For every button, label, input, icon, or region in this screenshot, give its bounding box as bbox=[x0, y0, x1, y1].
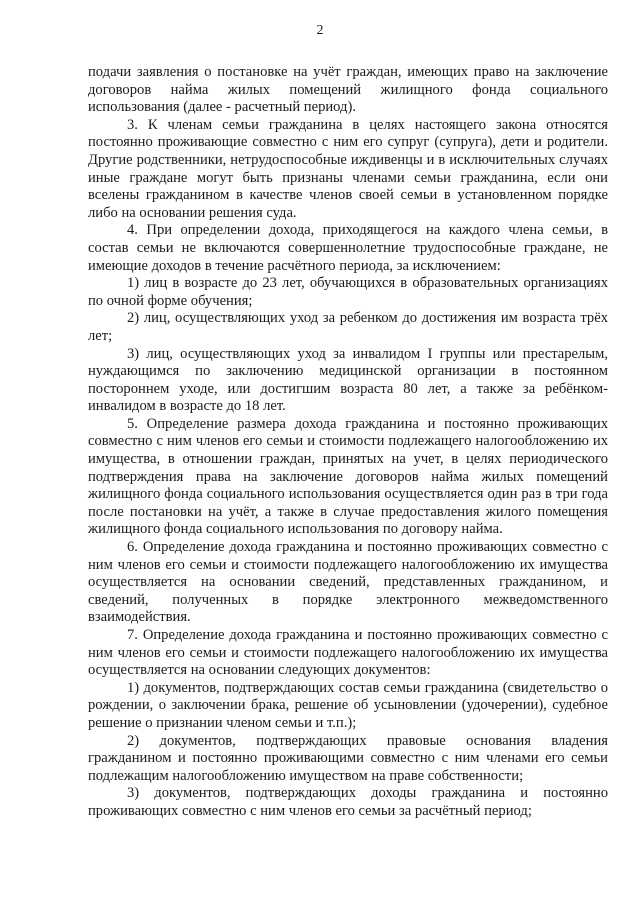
page-number: 2 bbox=[316, 23, 324, 38]
list-item: 2) документов, подтверждающих правовые основания владения гражданином и постоянно проживающими совместно с ним членами его семьи подлежащим налогообложению имуществом на праве собственности; bbox=[88, 732, 608, 784]
paragraph: 6. Определение дохода гражданина и постоянно проживающих совместно с ним членов его семьи и стоимости подлежащего налогообложению их имущества осуществляется на основании сведений, представленных гражданином, и сведений, полученных в порядке электронного межведомственного взаимодействия. bbox=[88, 539, 608, 626]
paragraph: подачи заявления о постановке на учёт граждан, имеющих право на заключение договоров найма жилых помещений жилищного фонда социального использования (далее - расчетный период). bbox=[88, 64, 608, 116]
list-item: 3) лиц, осуществляющих уход за инвалидом I группы или престарелым, нуждающимся по заключению медицинской организации в постоянном постороннем уходе, или достигшим возраста 80 лет, а также за ребёнком-инвалидом в возрасте до 18 лет. bbox=[88, 345, 608, 415]
list-item: 1) документов, подтверждающих состав семьи гражданина (свидетельство о рождении, о заключении брака, решение об усыновлении (удочерении), судебное решение о признании членом семьи и т.п.); bbox=[88, 679, 608, 731]
list-item: 1) лиц в возрасте до 23 лет, обучающихся в образовательных организациях по очной форме обучения; bbox=[88, 275, 608, 309]
paragraph: 3. К членам семьи гражданина в целях настоящего закона относятся постоянно проживающие совместно с ним его супруг (супруга), дети и родители. Другие родственники, нетрудоспособные иждивенцы и в исключительных случаях иные граждане могут быть признаны членами семьи гражданина, если они вселены гражданином в качестве членов своей семьи в установленном порядке либо на основании решения суда. bbox=[88, 116, 608, 221]
paragraph: 5. Определение размера дохода гражданина и постоянно проживающих совместно с ним членов его семьи и стоимости подлежащего налогообложению их имущества, в отношении граждан, принятых на учет, в целях периодического подтверждения права на заключение договоров найма жилых помещений жилищного фонда социального использования осуществляется один раз в три года после постановки на учёт, а также в случае предоставления жилого помещения жилищного фонда социального использования по договору найма. bbox=[88, 415, 608, 538]
list-item: 3) документов, подтверждающих доходы гражданина и постоянно проживающих совместно с ним членов его семьи за расчётный период; bbox=[88, 785, 608, 819]
document-body bbox=[88, 64, 608, 821]
paragraph: 4. При определении дохода, приходящегося на каждого члена семьи, в состав семьи не включаются совершеннолетние трудоспособные граждане, не имеющие доходов в течение расчётного периода, за исключением: bbox=[88, 222, 608, 274]
paragraph: 7. Определение дохода гражданина и постоянно проживающих совместно с ним членов его семьи и стоимости подлежащего налогообложению их имущества осуществляется на основании следующих документов: bbox=[88, 627, 608, 679]
list-item: 2) лиц, осуществляющих уход за ребенком до достижения им возраста трёх лет; bbox=[88, 310, 608, 344]
